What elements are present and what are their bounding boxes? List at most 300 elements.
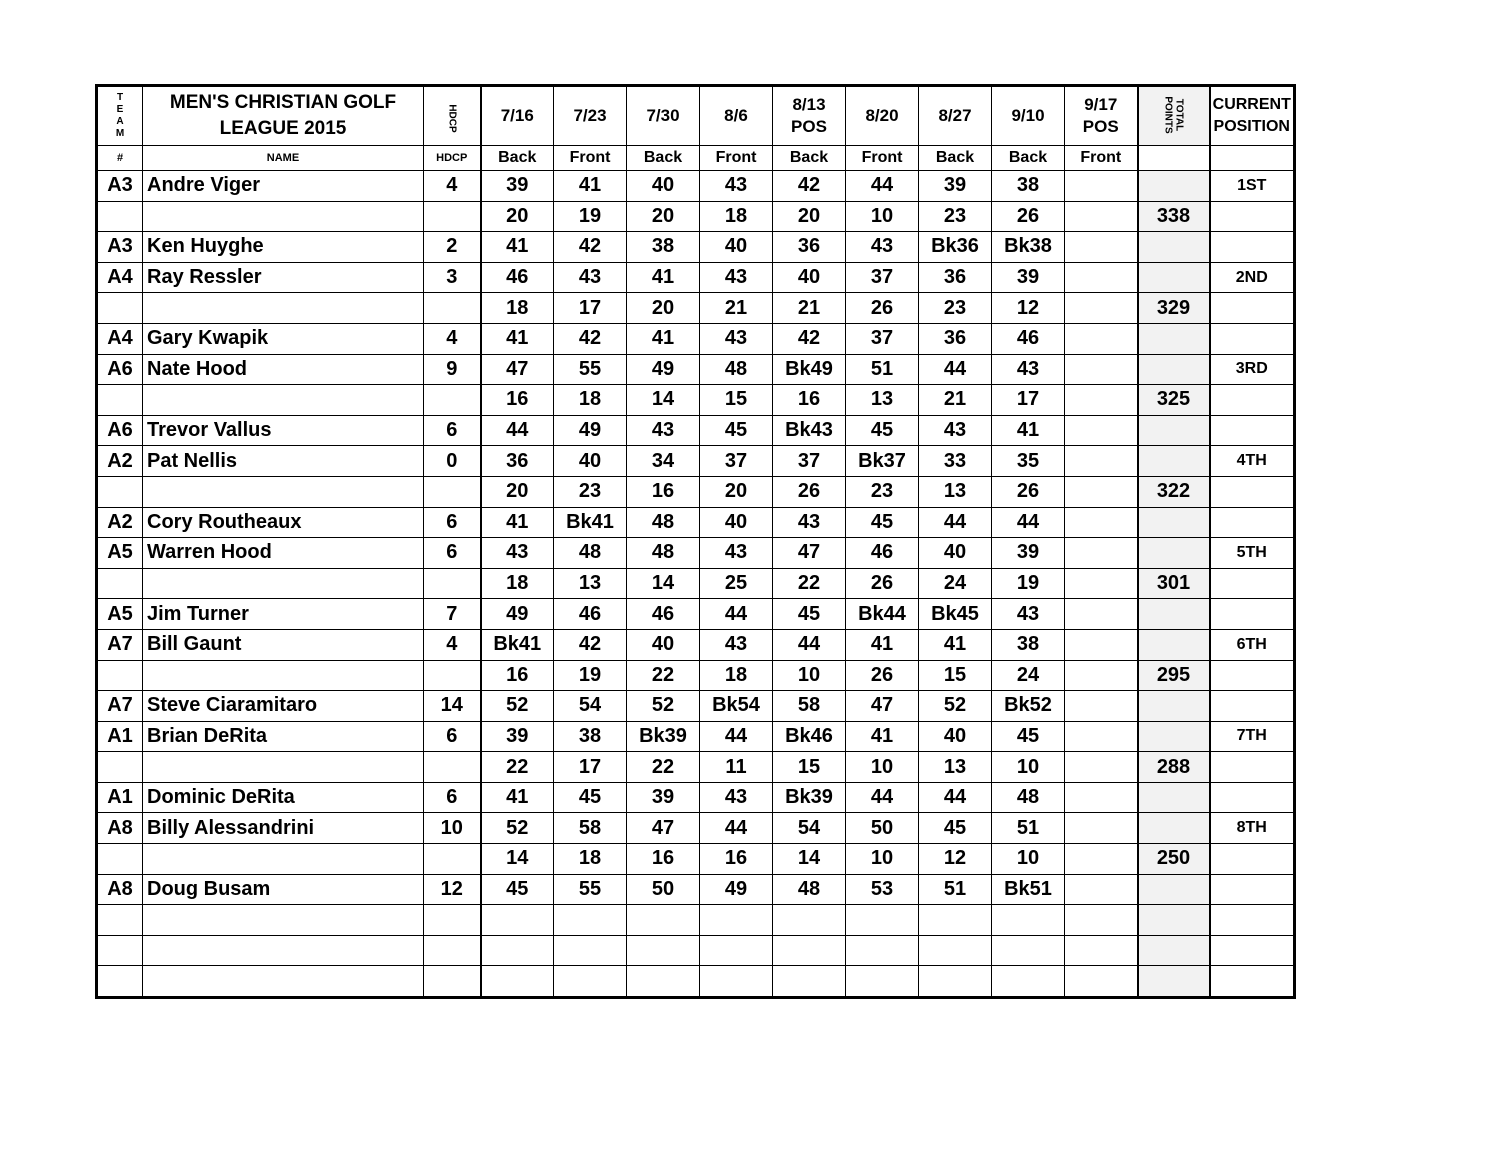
score-cell: 44 xyxy=(919,782,992,813)
empty-cell xyxy=(919,935,992,966)
score-cell: 39 xyxy=(481,171,554,202)
score-cell: 41 xyxy=(481,782,554,813)
score-cell: 47 xyxy=(627,813,700,844)
points-cell xyxy=(1065,201,1138,232)
total-points-cell xyxy=(1138,323,1210,354)
points-cell: 11 xyxy=(700,752,773,783)
score-cell: 49 xyxy=(481,599,554,630)
date-header xyxy=(627,86,700,146)
date-header xyxy=(919,86,992,146)
score-cell: 50 xyxy=(846,813,919,844)
empty-cell xyxy=(481,966,554,998)
points-cell: 16 xyxy=(481,385,554,416)
position-empty xyxy=(1210,507,1295,538)
total-points-cell xyxy=(1138,415,1210,446)
points-cell: 20 xyxy=(627,201,700,232)
blank-row xyxy=(97,935,1295,966)
score-cell: 41 xyxy=(481,232,554,263)
player-row xyxy=(97,354,1295,385)
total-points: 338 xyxy=(1138,201,1210,232)
handicap: 6 xyxy=(424,538,481,569)
points-cell: 17 xyxy=(992,385,1065,416)
team-letter: E xyxy=(116,104,124,115)
score-cell: Bk54 xyxy=(700,691,773,722)
empty-cell xyxy=(773,905,846,936)
hdcp-empty xyxy=(424,752,481,783)
empty-cell xyxy=(846,966,919,998)
total-points: 329 xyxy=(1138,293,1210,324)
name-header: NAME xyxy=(143,146,424,171)
score-cell: 43 xyxy=(700,171,773,202)
empty-cell xyxy=(97,935,143,966)
total-label-line-2: POINTS xyxy=(1162,96,1174,134)
position-empty xyxy=(1210,874,1295,905)
score-cell: 38 xyxy=(554,721,627,752)
empty-cell xyxy=(992,905,1065,936)
player-row xyxy=(97,629,1295,660)
hdcp-empty xyxy=(424,844,481,875)
date-label: 8/6 xyxy=(724,106,748,125)
score-cell: 41 xyxy=(919,629,992,660)
points-cell: 21 xyxy=(773,293,846,324)
total-points-cell xyxy=(1138,813,1210,844)
score-cell: 36 xyxy=(919,262,992,293)
name-empty xyxy=(143,476,424,507)
points-cell: 13 xyxy=(919,476,992,507)
score-cell: 52 xyxy=(627,691,700,722)
position-empty xyxy=(1210,660,1295,691)
points-cell: 18 xyxy=(700,201,773,232)
nine-label: Back xyxy=(919,146,992,171)
score-cell: Bk52 xyxy=(992,691,1065,722)
score-cell: 39 xyxy=(919,171,992,202)
score-cell: Bk43 xyxy=(773,415,846,446)
score-cell xyxy=(1065,415,1138,446)
score-cell: 38 xyxy=(627,232,700,263)
score-cell: 45 xyxy=(992,721,1065,752)
score-cell: 51 xyxy=(992,813,1065,844)
handicap: 0 xyxy=(424,446,481,477)
empty-cell xyxy=(424,935,481,966)
name-empty xyxy=(143,385,424,416)
empty-cell xyxy=(846,905,919,936)
score-cell: 43 xyxy=(700,538,773,569)
points-cell: 10 xyxy=(846,201,919,232)
player-name: Steve Ciaramitaro xyxy=(143,691,424,722)
league-title xyxy=(143,86,424,146)
score-cell: 42 xyxy=(554,232,627,263)
handicap: 14 xyxy=(424,691,481,722)
points-cell: 15 xyxy=(700,385,773,416)
points-cell: 10 xyxy=(992,752,1065,783)
position-empty xyxy=(1210,293,1295,324)
total-points-cell xyxy=(1138,354,1210,385)
score-cell: 45 xyxy=(554,782,627,813)
points-cell xyxy=(1065,476,1138,507)
score-cell: 39 xyxy=(481,721,554,752)
score-cell: 45 xyxy=(919,813,992,844)
date-header xyxy=(554,86,627,146)
score-cell: 58 xyxy=(773,691,846,722)
nine-label: Back xyxy=(481,146,554,171)
score-cell: 44 xyxy=(992,507,1065,538)
handicap: 4 xyxy=(424,629,481,660)
points-cell: 20 xyxy=(481,201,554,232)
player-row xyxy=(97,599,1295,630)
points-row xyxy=(97,844,1295,875)
nine-label: Front xyxy=(554,146,627,171)
position-empty xyxy=(1210,752,1295,783)
points-row xyxy=(97,660,1295,691)
player-row xyxy=(97,813,1295,844)
empty-cell xyxy=(554,966,627,998)
position-empty xyxy=(1210,201,1295,232)
score-cell: 46 xyxy=(846,538,919,569)
team-letter: T xyxy=(116,92,124,103)
nine-label: Back xyxy=(992,146,1065,171)
player-name: Doug Busam xyxy=(143,874,424,905)
score-cell: 44 xyxy=(700,813,773,844)
points-cell: 18 xyxy=(700,660,773,691)
player-name: Brian DeRita xyxy=(143,721,424,752)
points-cell: 10 xyxy=(773,660,846,691)
empty-cell xyxy=(700,905,773,936)
score-cell: 52 xyxy=(481,813,554,844)
team-code-empty xyxy=(97,293,143,324)
points-cell: 15 xyxy=(919,660,992,691)
player-name: Pat Nellis xyxy=(143,446,424,477)
score-cell: 49 xyxy=(627,354,700,385)
hdcp-empty xyxy=(424,293,481,324)
score-cell: 41 xyxy=(992,415,1065,446)
score-cell xyxy=(1065,874,1138,905)
empty-cell xyxy=(481,905,554,936)
points-cell: 23 xyxy=(919,201,992,232)
date-label: 8/13 xyxy=(792,95,826,114)
points-cell xyxy=(1065,660,1138,691)
score-cell: 48 xyxy=(992,782,1065,813)
empty-cell xyxy=(992,935,1065,966)
current-position: 6TH xyxy=(1210,629,1295,660)
score-cell: 54 xyxy=(554,691,627,722)
score-cell: 44 xyxy=(919,354,992,385)
empty-cell xyxy=(1138,966,1210,998)
score-cell: 45 xyxy=(700,415,773,446)
points-cell: 19 xyxy=(554,201,627,232)
hdcp-header-rotated xyxy=(424,86,481,146)
title-line-1: MEN'S CHRISTIAN GOLF xyxy=(169,92,397,113)
blank-row xyxy=(97,966,1295,998)
team-code: A5 xyxy=(97,538,143,569)
points-cell: 23 xyxy=(919,293,992,324)
position-empty xyxy=(1210,691,1295,722)
handicap: 4 xyxy=(424,323,481,354)
points-cell: 16 xyxy=(481,660,554,691)
total-points-header-rotated xyxy=(1138,86,1210,146)
score-cell: 49 xyxy=(700,874,773,905)
date-header xyxy=(773,86,846,146)
header-row xyxy=(97,86,1295,146)
team-number-header: # xyxy=(97,146,143,171)
hdcp-empty xyxy=(424,201,481,232)
date-label: 7/23 xyxy=(573,106,607,125)
score-cell: 41 xyxy=(627,323,700,354)
points-cell: 24 xyxy=(992,660,1065,691)
score-cell: 55 xyxy=(554,874,627,905)
score-cell: 37 xyxy=(846,323,919,354)
total-points-cell xyxy=(1138,262,1210,293)
empty-cell xyxy=(1065,905,1138,936)
name-empty xyxy=(143,293,424,324)
score-cell: 36 xyxy=(481,446,554,477)
score-cell: 44 xyxy=(700,721,773,752)
points-cell: 14 xyxy=(481,844,554,875)
score-cell: 46 xyxy=(481,262,554,293)
score-cell: 46 xyxy=(554,599,627,630)
position-empty xyxy=(1210,323,1295,354)
handicap: 6 xyxy=(424,507,481,538)
total-points: 322 xyxy=(1138,476,1210,507)
points-cell: 20 xyxy=(481,476,554,507)
score-cell: 42 xyxy=(773,171,846,202)
empty-cell xyxy=(143,935,424,966)
empty-cell xyxy=(1210,966,1295,998)
empty-cell xyxy=(1065,966,1138,998)
score-cell: 50 xyxy=(627,874,700,905)
score-cell: 54 xyxy=(773,813,846,844)
handicap: 10 xyxy=(424,813,481,844)
score-cell: 40 xyxy=(554,446,627,477)
score-cell: 48 xyxy=(554,538,627,569)
score-cell: 37 xyxy=(700,446,773,477)
points-cell: 16 xyxy=(627,844,700,875)
empty-cell xyxy=(554,935,627,966)
score-cell: 40 xyxy=(700,507,773,538)
points-cell xyxy=(1065,293,1138,324)
score-cell xyxy=(1065,721,1138,752)
points-cell: 26 xyxy=(992,476,1065,507)
team-header-vertical xyxy=(97,86,143,146)
team-code: A4 xyxy=(97,262,143,293)
score-cell: 42 xyxy=(554,323,627,354)
position-empty xyxy=(1210,599,1295,630)
player-name: Ray Ressler xyxy=(143,262,424,293)
position-subheader xyxy=(1210,146,1295,171)
player-row xyxy=(97,874,1295,905)
points-cell: 24 xyxy=(919,568,992,599)
date-header xyxy=(1065,86,1138,146)
points-row xyxy=(97,293,1295,324)
team-code: A1 xyxy=(97,782,143,813)
points-cell: 14 xyxy=(773,844,846,875)
score-cell: 51 xyxy=(919,874,992,905)
team-code-empty xyxy=(97,201,143,232)
score-cell: 40 xyxy=(773,262,846,293)
total-label-line-1: TOTAL xyxy=(1173,98,1185,132)
points-cell: 16 xyxy=(773,385,846,416)
player-name: Jim Turner xyxy=(143,599,424,630)
empty-cell xyxy=(627,935,700,966)
score-cell: 43 xyxy=(700,629,773,660)
total-points-cell xyxy=(1138,171,1210,202)
player-row xyxy=(97,691,1295,722)
score-cell: 41 xyxy=(846,629,919,660)
title-line-2: LEAGUE 2015 xyxy=(219,118,347,139)
hdcp-empty xyxy=(424,385,481,416)
score-cell xyxy=(1065,262,1138,293)
team-code: A8 xyxy=(97,813,143,844)
score-cell xyxy=(1065,629,1138,660)
score-cell: 48 xyxy=(773,874,846,905)
standings-table xyxy=(95,84,1296,999)
empty-cell xyxy=(700,966,773,998)
points-cell: 22 xyxy=(627,752,700,783)
points-cell xyxy=(1065,844,1138,875)
team-code: A2 xyxy=(97,446,143,477)
score-cell: 42 xyxy=(554,629,627,660)
score-cell: 36 xyxy=(919,323,992,354)
date-label: 9/10 xyxy=(1011,106,1045,125)
empty-cell xyxy=(992,966,1065,998)
score-cell: 41 xyxy=(481,507,554,538)
score-cell: Bk41 xyxy=(554,507,627,538)
position-empty xyxy=(1210,232,1295,263)
date-header xyxy=(992,86,1065,146)
name-empty xyxy=(143,201,424,232)
score-cell: 45 xyxy=(846,415,919,446)
empty-cell xyxy=(1138,905,1210,936)
score-cell: 43 xyxy=(554,262,627,293)
score-cell: Bk36 xyxy=(919,232,992,263)
score-cell: 37 xyxy=(773,446,846,477)
score-cell xyxy=(1065,599,1138,630)
total-points-cell xyxy=(1138,782,1210,813)
total-points-cell xyxy=(1138,599,1210,630)
points-cell: 26 xyxy=(846,568,919,599)
points-cell: 20 xyxy=(773,201,846,232)
score-cell: Bk44 xyxy=(846,599,919,630)
team-code-empty xyxy=(97,660,143,691)
date-sub-label: POS xyxy=(791,117,827,136)
score-cell: 47 xyxy=(773,538,846,569)
score-cell: 43 xyxy=(700,782,773,813)
nine-label: Front xyxy=(846,146,919,171)
date-header xyxy=(846,86,919,146)
handicap: 7 xyxy=(424,599,481,630)
points-cell xyxy=(1065,385,1138,416)
score-cell: Bk39 xyxy=(773,782,846,813)
empty-cell xyxy=(773,966,846,998)
points-cell: 26 xyxy=(846,660,919,691)
total-points: 288 xyxy=(1138,752,1210,783)
name-empty xyxy=(143,568,424,599)
empty-cell xyxy=(554,905,627,936)
player-row xyxy=(97,538,1295,569)
player-name: Cory Routheaux xyxy=(143,507,424,538)
empty-cell xyxy=(1210,935,1295,966)
score-cell: 53 xyxy=(846,874,919,905)
name-empty xyxy=(143,660,424,691)
score-cell: 51 xyxy=(846,354,919,385)
score-cell: 43 xyxy=(919,415,992,446)
points-cell: 18 xyxy=(554,385,627,416)
score-cell: 41 xyxy=(554,171,627,202)
points-cell: 18 xyxy=(554,844,627,875)
score-cell: 49 xyxy=(554,415,627,446)
name-empty xyxy=(143,752,424,783)
player-row xyxy=(97,507,1295,538)
score-cell: Bk45 xyxy=(919,599,992,630)
score-cell xyxy=(1065,813,1138,844)
date-label: 8/27 xyxy=(938,106,972,125)
team-code: A6 xyxy=(97,415,143,446)
score-cell: 35 xyxy=(992,446,1065,477)
player-name: Gary Kwapik xyxy=(143,323,424,354)
points-cell: 17 xyxy=(554,293,627,324)
position-empty xyxy=(1210,844,1295,875)
score-cell: 45 xyxy=(846,507,919,538)
empty-cell xyxy=(481,935,554,966)
empty-cell xyxy=(1138,935,1210,966)
points-cell xyxy=(1065,752,1138,783)
score-cell: 43 xyxy=(846,232,919,263)
player-name: Andre Viger xyxy=(143,171,424,202)
position-label-line-1: CURRENT xyxy=(1212,96,1291,113)
player-name: Trevor Vallus xyxy=(143,415,424,446)
points-cell: 22 xyxy=(481,752,554,783)
score-cell: 44 xyxy=(481,415,554,446)
points-cell: 13 xyxy=(846,385,919,416)
team-code: A3 xyxy=(97,232,143,263)
empty-cell xyxy=(424,966,481,998)
score-cell: 43 xyxy=(992,599,1065,630)
total-points: 250 xyxy=(1138,844,1210,875)
empty-cell xyxy=(627,905,700,936)
total-points-cell xyxy=(1138,232,1210,263)
empty-cell xyxy=(919,966,992,998)
points-cell: 13 xyxy=(554,568,627,599)
points-cell: 12 xyxy=(992,293,1065,324)
points-cell: 19 xyxy=(992,568,1065,599)
score-cell: 48 xyxy=(700,354,773,385)
date-header xyxy=(481,86,554,146)
team-code-empty xyxy=(97,844,143,875)
score-cell: 45 xyxy=(481,874,554,905)
score-cell: Bk37 xyxy=(846,446,919,477)
points-cell: 21 xyxy=(700,293,773,324)
player-name: Nate Hood xyxy=(143,354,424,385)
score-cell: Bk49 xyxy=(773,354,846,385)
points-cell: 23 xyxy=(846,476,919,507)
hdcp-empty xyxy=(424,476,481,507)
team-code-empty xyxy=(97,385,143,416)
points-cell: 20 xyxy=(700,476,773,507)
handicap: 2 xyxy=(424,232,481,263)
points-row xyxy=(97,476,1295,507)
score-cell: 33 xyxy=(919,446,992,477)
player-row xyxy=(97,782,1295,813)
points-row xyxy=(97,201,1295,232)
score-cell: 34 xyxy=(627,446,700,477)
score-cell: 40 xyxy=(700,232,773,263)
score-cell: 55 xyxy=(554,354,627,385)
score-cell: 44 xyxy=(919,507,992,538)
score-cell xyxy=(1065,691,1138,722)
empty-cell xyxy=(97,905,143,936)
score-cell: Bk39 xyxy=(627,721,700,752)
score-cell: 43 xyxy=(773,507,846,538)
empty-cell xyxy=(627,966,700,998)
